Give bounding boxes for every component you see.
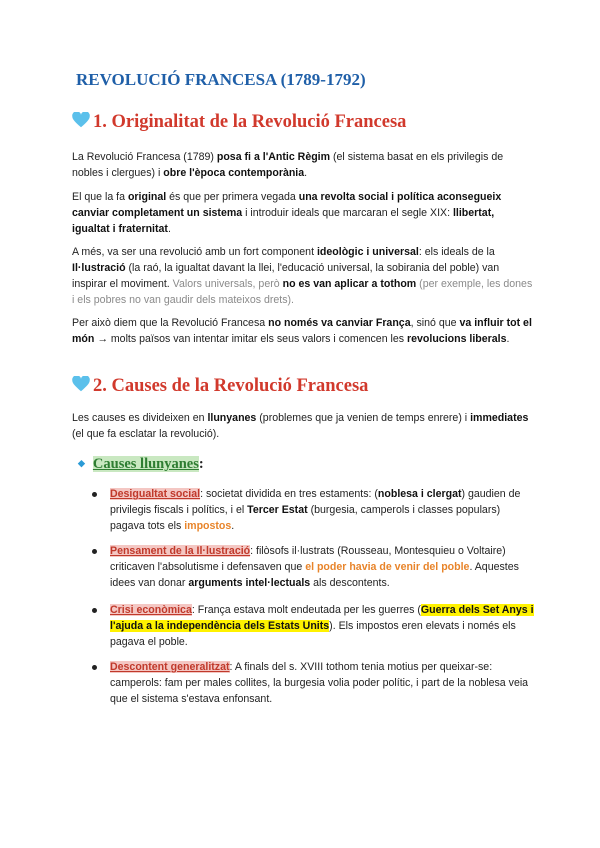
blue-heart-icon bbox=[72, 112, 90, 128]
list-item: Crisi econòmica: França estava molt endeutada per les guerres (Guerra dels Set Anys i l'ajuda a la independència dels Estats Units). Els impostos eren elevats i només els pagava el poble. bbox=[110, 602, 534, 650]
list-item: Descontent generalitzat: A finals del s. XVIII tothom tenia motius per queixar-se: camperols: fam per males collites, la burgesia volia poder polític, i part de la noblesa veia que el sistema s'estava enfonsant. bbox=[110, 659, 534, 707]
paragraph-1: La Revolució Francesa (1789) posa fi a l'Antic Règim (el sistema basat en els privilegis de nobles i clergues) i obre l'època contemporània. bbox=[72, 151, 504, 179]
paragraph-4: Per això diem que la Revolució Francesa no només va canviar França, sinó que va influir tot el món → molts països van intentar imitar els seus valors i comencen les revolucions liberals. bbox=[72, 317, 532, 345]
section-1-heading bbox=[72, 112, 406, 133]
bullet-dot-icon bbox=[92, 608, 97, 613]
paragraph-3: A més, va ser una revolució amb un fort component ideològic i universal: els ideals de la Il·lustració (la raó, la igualtat davant la llei, l'educació universal, la sobirania del poble) van inspirar el moviment. Valors universals, però no es van aplicar a tothom (per exemple, les dones i els pobres no van gaudir dels mateixos drets). bbox=[72, 246, 533, 306]
bullet-dot-icon bbox=[92, 665, 97, 670]
section-2-heading-text: 2. Causes de la Revolució Francesa bbox=[93, 376, 369, 396]
list-item: Desigualtat social: societat dividida en tres estaments: (noblesa i clergat) gaudien de privilegis fiscals i polítics, i el Tercer Estat (burgesia, camperols i classes populars) pagava tots els impostos. bbox=[110, 486, 534, 534]
causes-llunyanes-subheading: ◆ Causes llunyanes: bbox=[78, 456, 204, 472]
section-2-heading bbox=[72, 376, 368, 397]
section-1-heading-text: 1. Originalitat de la Revolució Francesa bbox=[93, 112, 407, 132]
bullet-dot-icon bbox=[92, 549, 97, 554]
bullet-dot-icon bbox=[92, 492, 97, 497]
document-title: REVOLUCIÓ FRANCESA (1789-1792) bbox=[76, 70, 366, 89]
diamond-bullet-icon: ◆ bbox=[78, 458, 85, 468]
list-item: Pensament de la Il·lustració: filòsofs il·lustrats (Rousseau, Montesquieu o Voltaire) criticaven l'absolutisme i defensaven que el poder havia de venir del poble. Aquestes idees van donar arguments intel·lectuals als descontents. bbox=[110, 543, 534, 591]
blue-heart-icon bbox=[72, 376, 90, 392]
causes-intro: Les causes es divideixen en llunyanes (problemes que ja venien de temps enrere) i immediates (el que fa esclatar la revolució). bbox=[72, 412, 529, 440]
paragraph-2: El que la fa original és que per primera vegada una revolta social i política aconsegueix canviar completament un sistema i introduir ideals que marcaran el segle XIX: llibertat, igualtat i fraternitat. bbox=[72, 191, 502, 235]
